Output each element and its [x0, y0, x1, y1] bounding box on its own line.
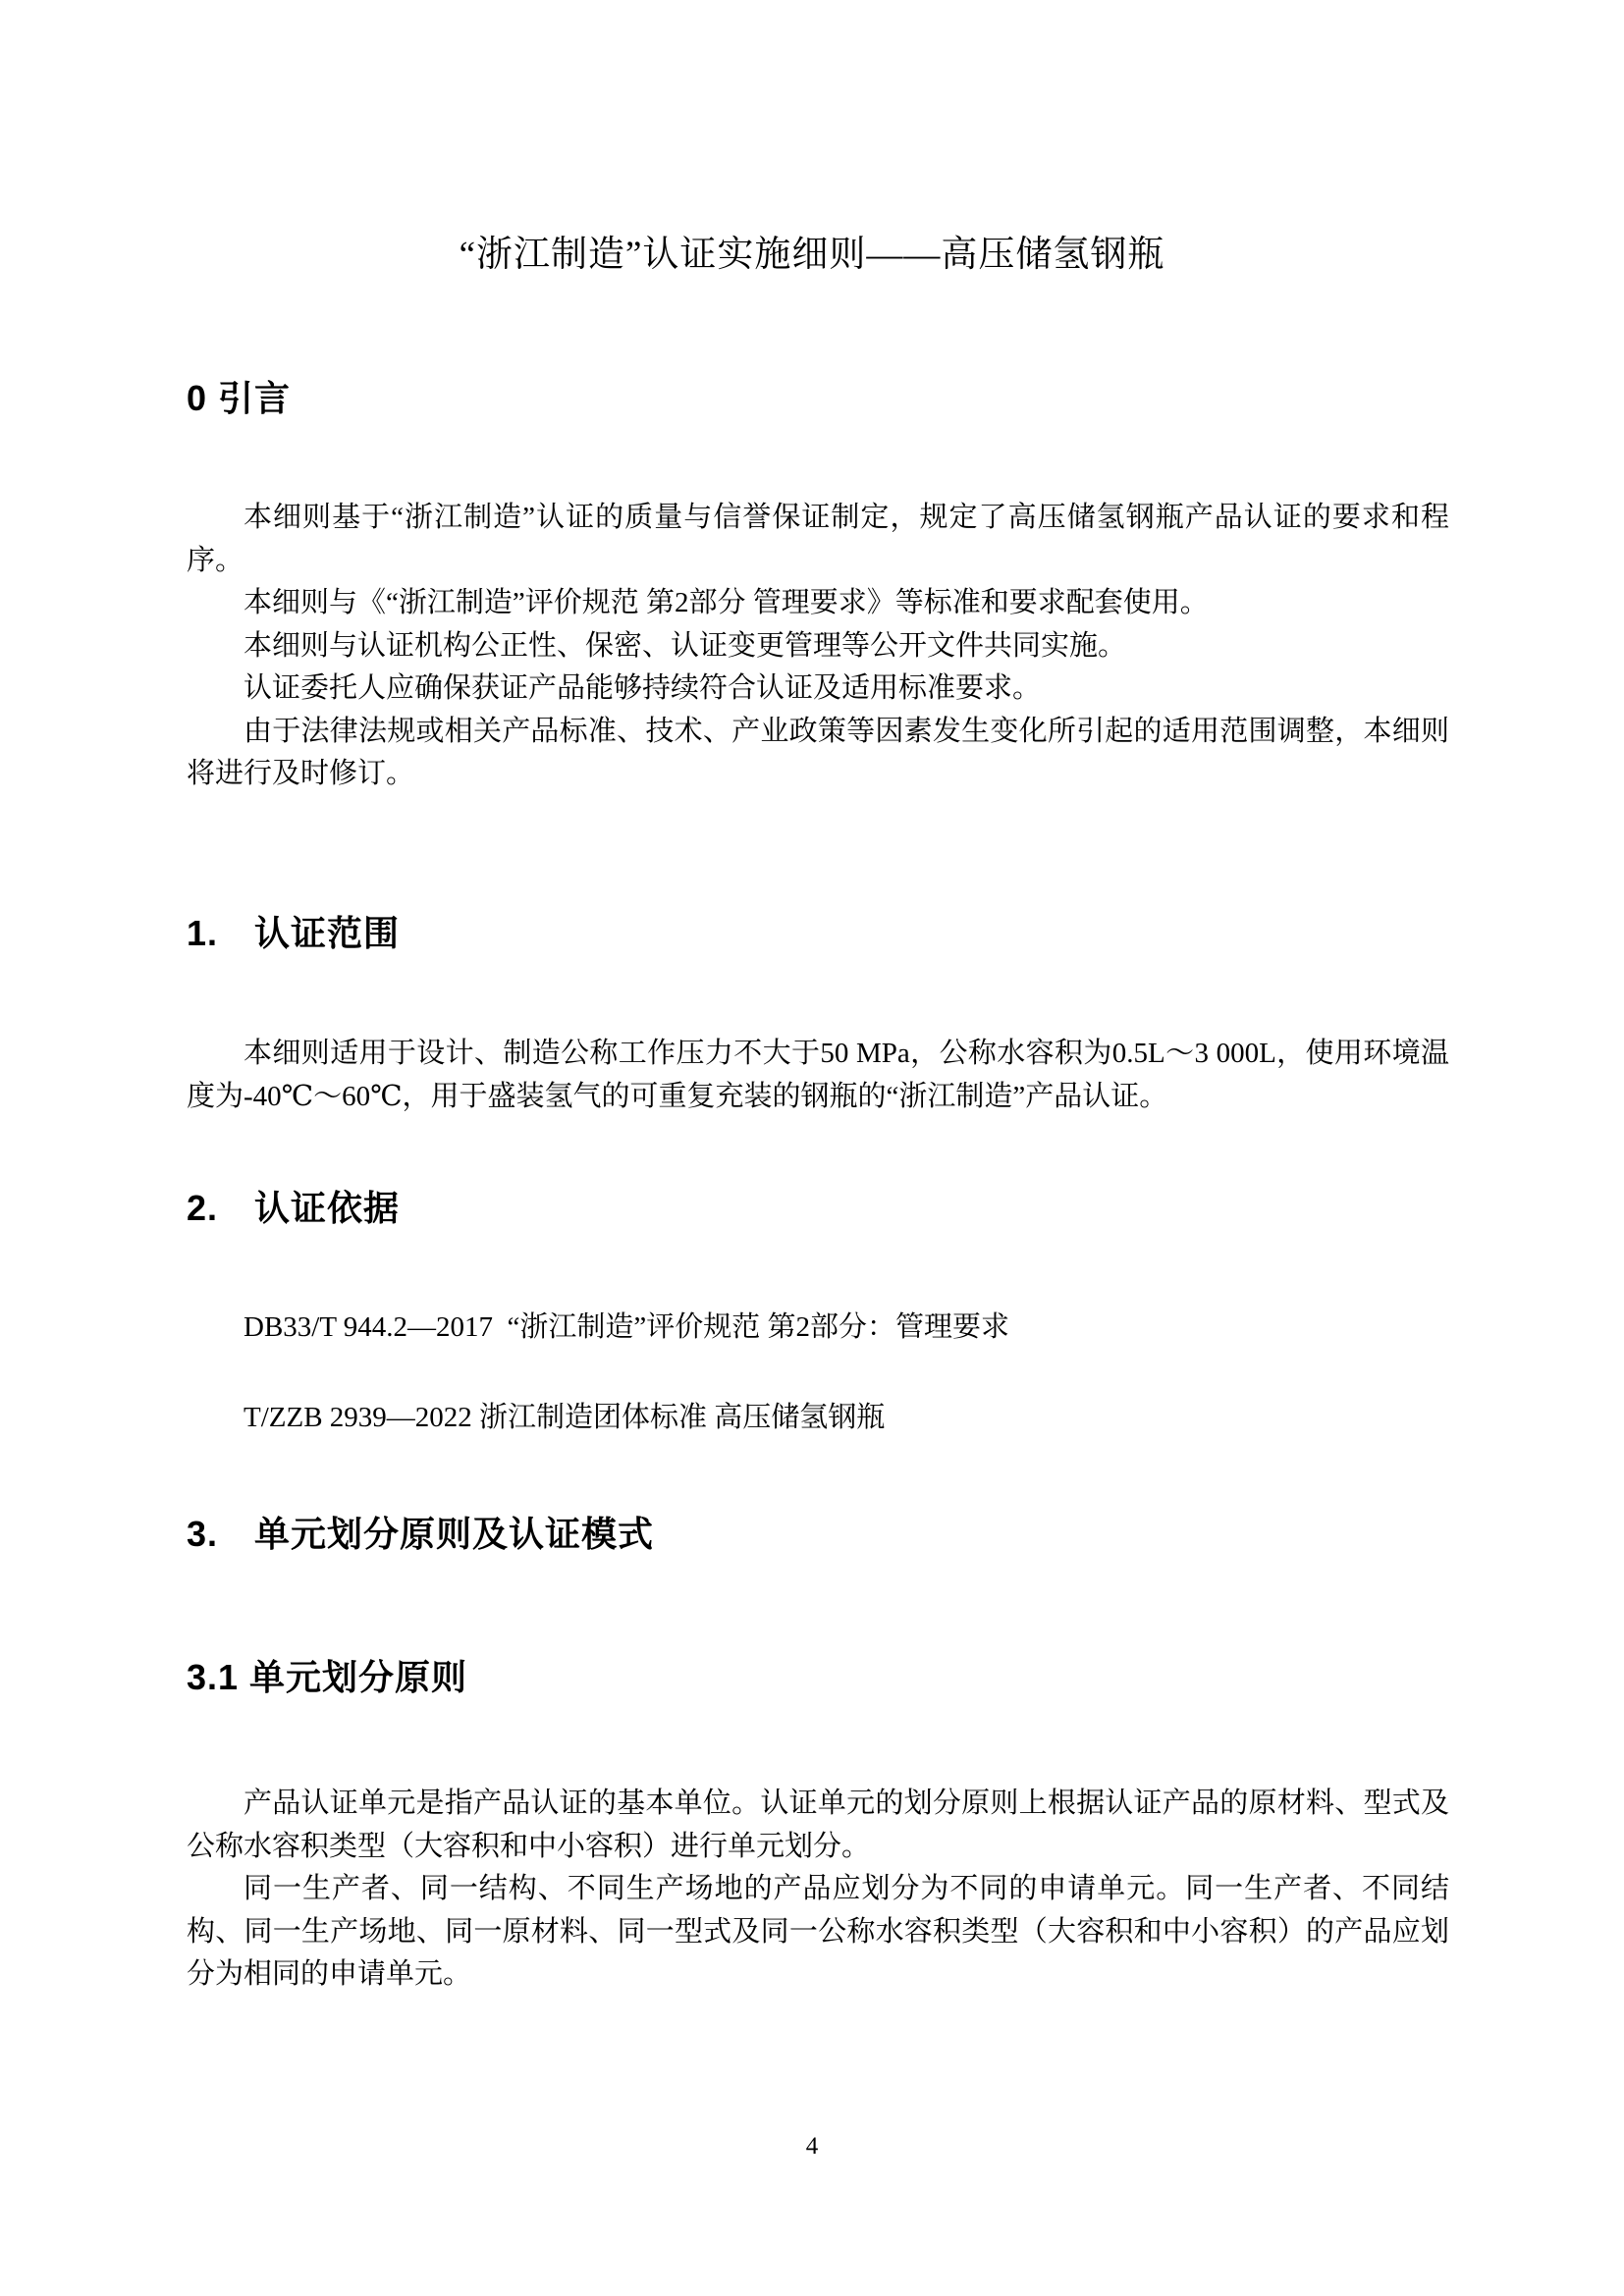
paragraph: 同一生产者、同一结构、不同生产场地的产品应划分为不同的申请单元。同一生产者、不同结构、同一生产场地、同一原材料、同一型式及同一公称水容积类型（大容积和中小容积）的产品应划分为相同的申请单元。 — [187, 1873, 1449, 1990]
heading-3-unit-division-and-certification-mode: 3. 单元划分原则及认证模式 — [187, 1514, 655, 1554]
reference-line: T/ZZB 2939—2022 浙江制造团体标准 高压储氢钢瓶 — [244, 1402, 886, 1433]
introduction-paragraphs — [187, 497, 1449, 796]
unit-division-principle-paragraphs — [187, 1783, 1449, 1997]
paragraph: 本细则基于“浙江制造”认证的质量与信誉保证制定，规定了高压储氢钢瓶产品认证的要求和程序。 — [187, 502, 1449, 576]
heading-3-1-unit-division-principle: 3.1 单元划分原则 — [187, 1657, 468, 1697]
heading-0-introduction: 0 引言 — [187, 378, 292, 418]
heading-2-certification-basis: 2. 认证依据 — [187, 1188, 401, 1228]
paragraph: 产品认证单元是指产品认证的基本单位。认证单元的划分原则上根据认证产品的原材料、型式及公称水容积类型（大容积和中小容积）进行单元划分。 — [187, 1788, 1449, 1862]
paragraph: 由于法律法规或相关产品标准、技术、产业政策等因素发生变化所引起的适用范围调整，本细则将进行及时修订。 — [187, 715, 1449, 789]
heading-1-certification-scope: 1. 认证范围 — [187, 913, 401, 953]
reference-line: DB33/T 944.2—2017 “浙江制造”评价规范 第2部分：管理要求 — [244, 1311, 1010, 1343]
page-number: 4 — [805, 2133, 819, 2160]
paragraph: 本细则与《“浙江制造”评价规范 第2部分 管理要求》等标准和要求配套使用。 — [244, 587, 1209, 618]
paragraph: 认证委托人应确保获证产品能够持续符合认证及适用标准要求。 — [244, 672, 1042, 704]
paragraph: 本细则适用于设计、制造公称工作压力不大于50 MPa，公称水容积为0.5L～3 000L，使用环境温度为-40℃～60℃，用于盛装氢气的可重复充装的钢瓶的“浙江制造”产品认证。 — [187, 1038, 1449, 1112]
paragraph: 本细则与认证机构公正性、保密、认证变更管理等公开文件共同实施。 — [244, 629, 1127, 662]
certification-scope-paragraphs — [187, 1033, 1449, 1118]
document-title: “浙江制造”认证实施细则——高压储氢钢瓶 — [459, 235, 1165, 275]
